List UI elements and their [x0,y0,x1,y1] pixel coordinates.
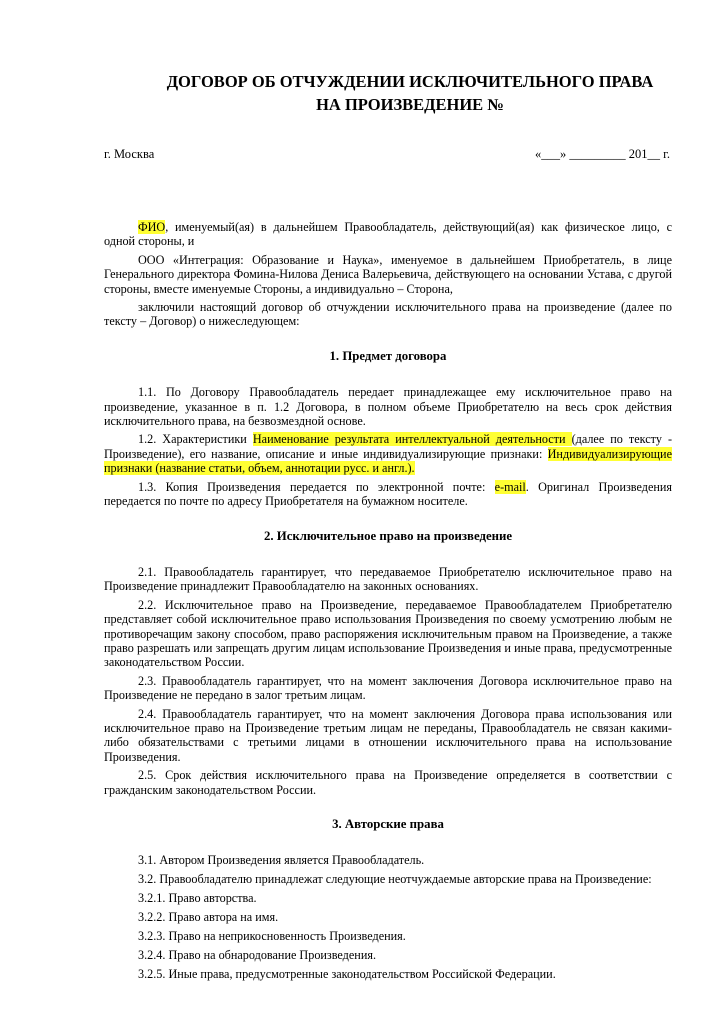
clause-3-2-3: 3.2.3. Право на неприкосновенность Произведения. [138,929,406,944]
city: г. Москва [104,147,155,161]
section-3-list [104,853,672,981]
clause-2-2: 2.2. Исключительное право на Произведение, передаваемое Правообладателем Приобретателю представляет собой исключительное право использования Произведения по своему усмотрению любым не противоречащим закону способом, право распоряжения исключительным правом на Произведение, а также право разрешать или запрещать другим лицам использование Произведения и иные права, предусмотренные законодательством России. [104,597,672,670]
clause-3-2-5: 3.2.5. Иные права, предусмотренные законодательством Российской Федерации. [138,966,556,981]
document-title [100,70,720,116]
clause-2-1: 2.1. Правообладатель гарантирует, что передаваемое Приобретателю исключительное право на Произведение принадлежит Правообладателю на законных основаниях. [104,564,672,594]
clause-3-2-4: 3.2.4. Право на обнародование Произведения. [138,947,376,962]
preamble-paragraph-2: ООО «Интеграция: Образование и Наука», именуемое в дальнейшем Приобретатель, в лице Генерального директора Фомина-Нилова Дениса Валерьевича, действующего на основании Устава, с другой стороны, вместе именуемые Стороны, а индивидуально – Сторона, [104,252,672,296]
section-1-heading: 1. Предмет договора [329,348,447,363]
clause-3-2-2: 3.2.2. Право автора на имя. [138,910,279,925]
work-title-placeholder: Наименование результата интеллектуальной деятельности [252,432,572,447]
clause-2-3: 2.3. Правообладатель гарантирует, что на момент заключения Договора исключительное право на Произведение не передано в залог третьим лицам. [104,673,672,703]
clause-3-1: 3.1. Автором Произведения является Правообладатель. [138,853,425,868]
section-3-heading: 3. Авторские права [332,817,444,831]
name-placeholder: ФИО [138,220,166,234]
clause-1-3: 1.3. Копия Произведения передается по электронной почте: e-mail. Оригинал Произведения передается по почте по адресу Приобретателя на бумажном носителе. [104,479,673,509]
email-placeholder: e-mail [494,479,526,494]
clause-3-2: 3.2. Правообладателю принадлежат следующие неотчуждаемые авторские права на Произведение: [138,872,652,887]
work-features-placeholder: Индивидуализирующие признаки (название статьи, объем, аннотации русс. и англ.). [104,446,672,476]
clause-2-5: 2.5. Срок действия исключительного права на Произведение определяется в соответствии с гражданским законодательством России. [104,768,672,797]
clause-2-4: 2.4. Правообладатель гарантирует, что на момент заключения Договора права использования или исключительное право на Произведение третьим лицам не переданы, Правообладатель не связан какими-либо обязательствами с третьими лицами в отношении исключительного права на использование Произведения. [104,706,672,764]
preamble-paragraph-1: ФИО, именуемый(ая) в дальнейшем Правообладатель, действующий(ая) как физическое лицо, с одной стороны, и [104,220,672,249]
clause-1-1: 1.1. По Договору Правообладатель передает принадлежащее ему исключительное право на произведение, указанное в п. 1.2 Договора, в полном объеме Приобретателю на весь срок действия исключительного права, на безвозмездной основе. [104,385,672,429]
clause-1-2: 1.2. Характеристики Наименование результата интеллектуальной деятельности (далее по тексту - Произведение), его название, описание и иные индивидуализирующие признаки: Индивидуализирующие признаки (название статьи, объем, аннотации русс. и англ.). [104,432,673,476]
title-line-1: ДОГОВОР ОБ ОТЧУЖДЕНИИ ИСКЛЮЧИТЕЛЬНОГО ПРАВА [166,72,654,91]
title-line-2: НА ПРОИЗВЕДЕНИЕ № [316,95,504,114]
date-field: «___» _________ 201__ г. [535,147,670,161]
document-body [104,220,672,986]
clause-3-2-1: 3.2.1. Право авторства. [138,891,257,906]
section-2-heading: 2. Исключительное право на произведение [263,528,513,543]
preamble-paragraph-3: заключили настоящий договор об отчуждении исключительного права на произведение (далее по тексту – Договор) о нижеследующем: [104,300,672,329]
